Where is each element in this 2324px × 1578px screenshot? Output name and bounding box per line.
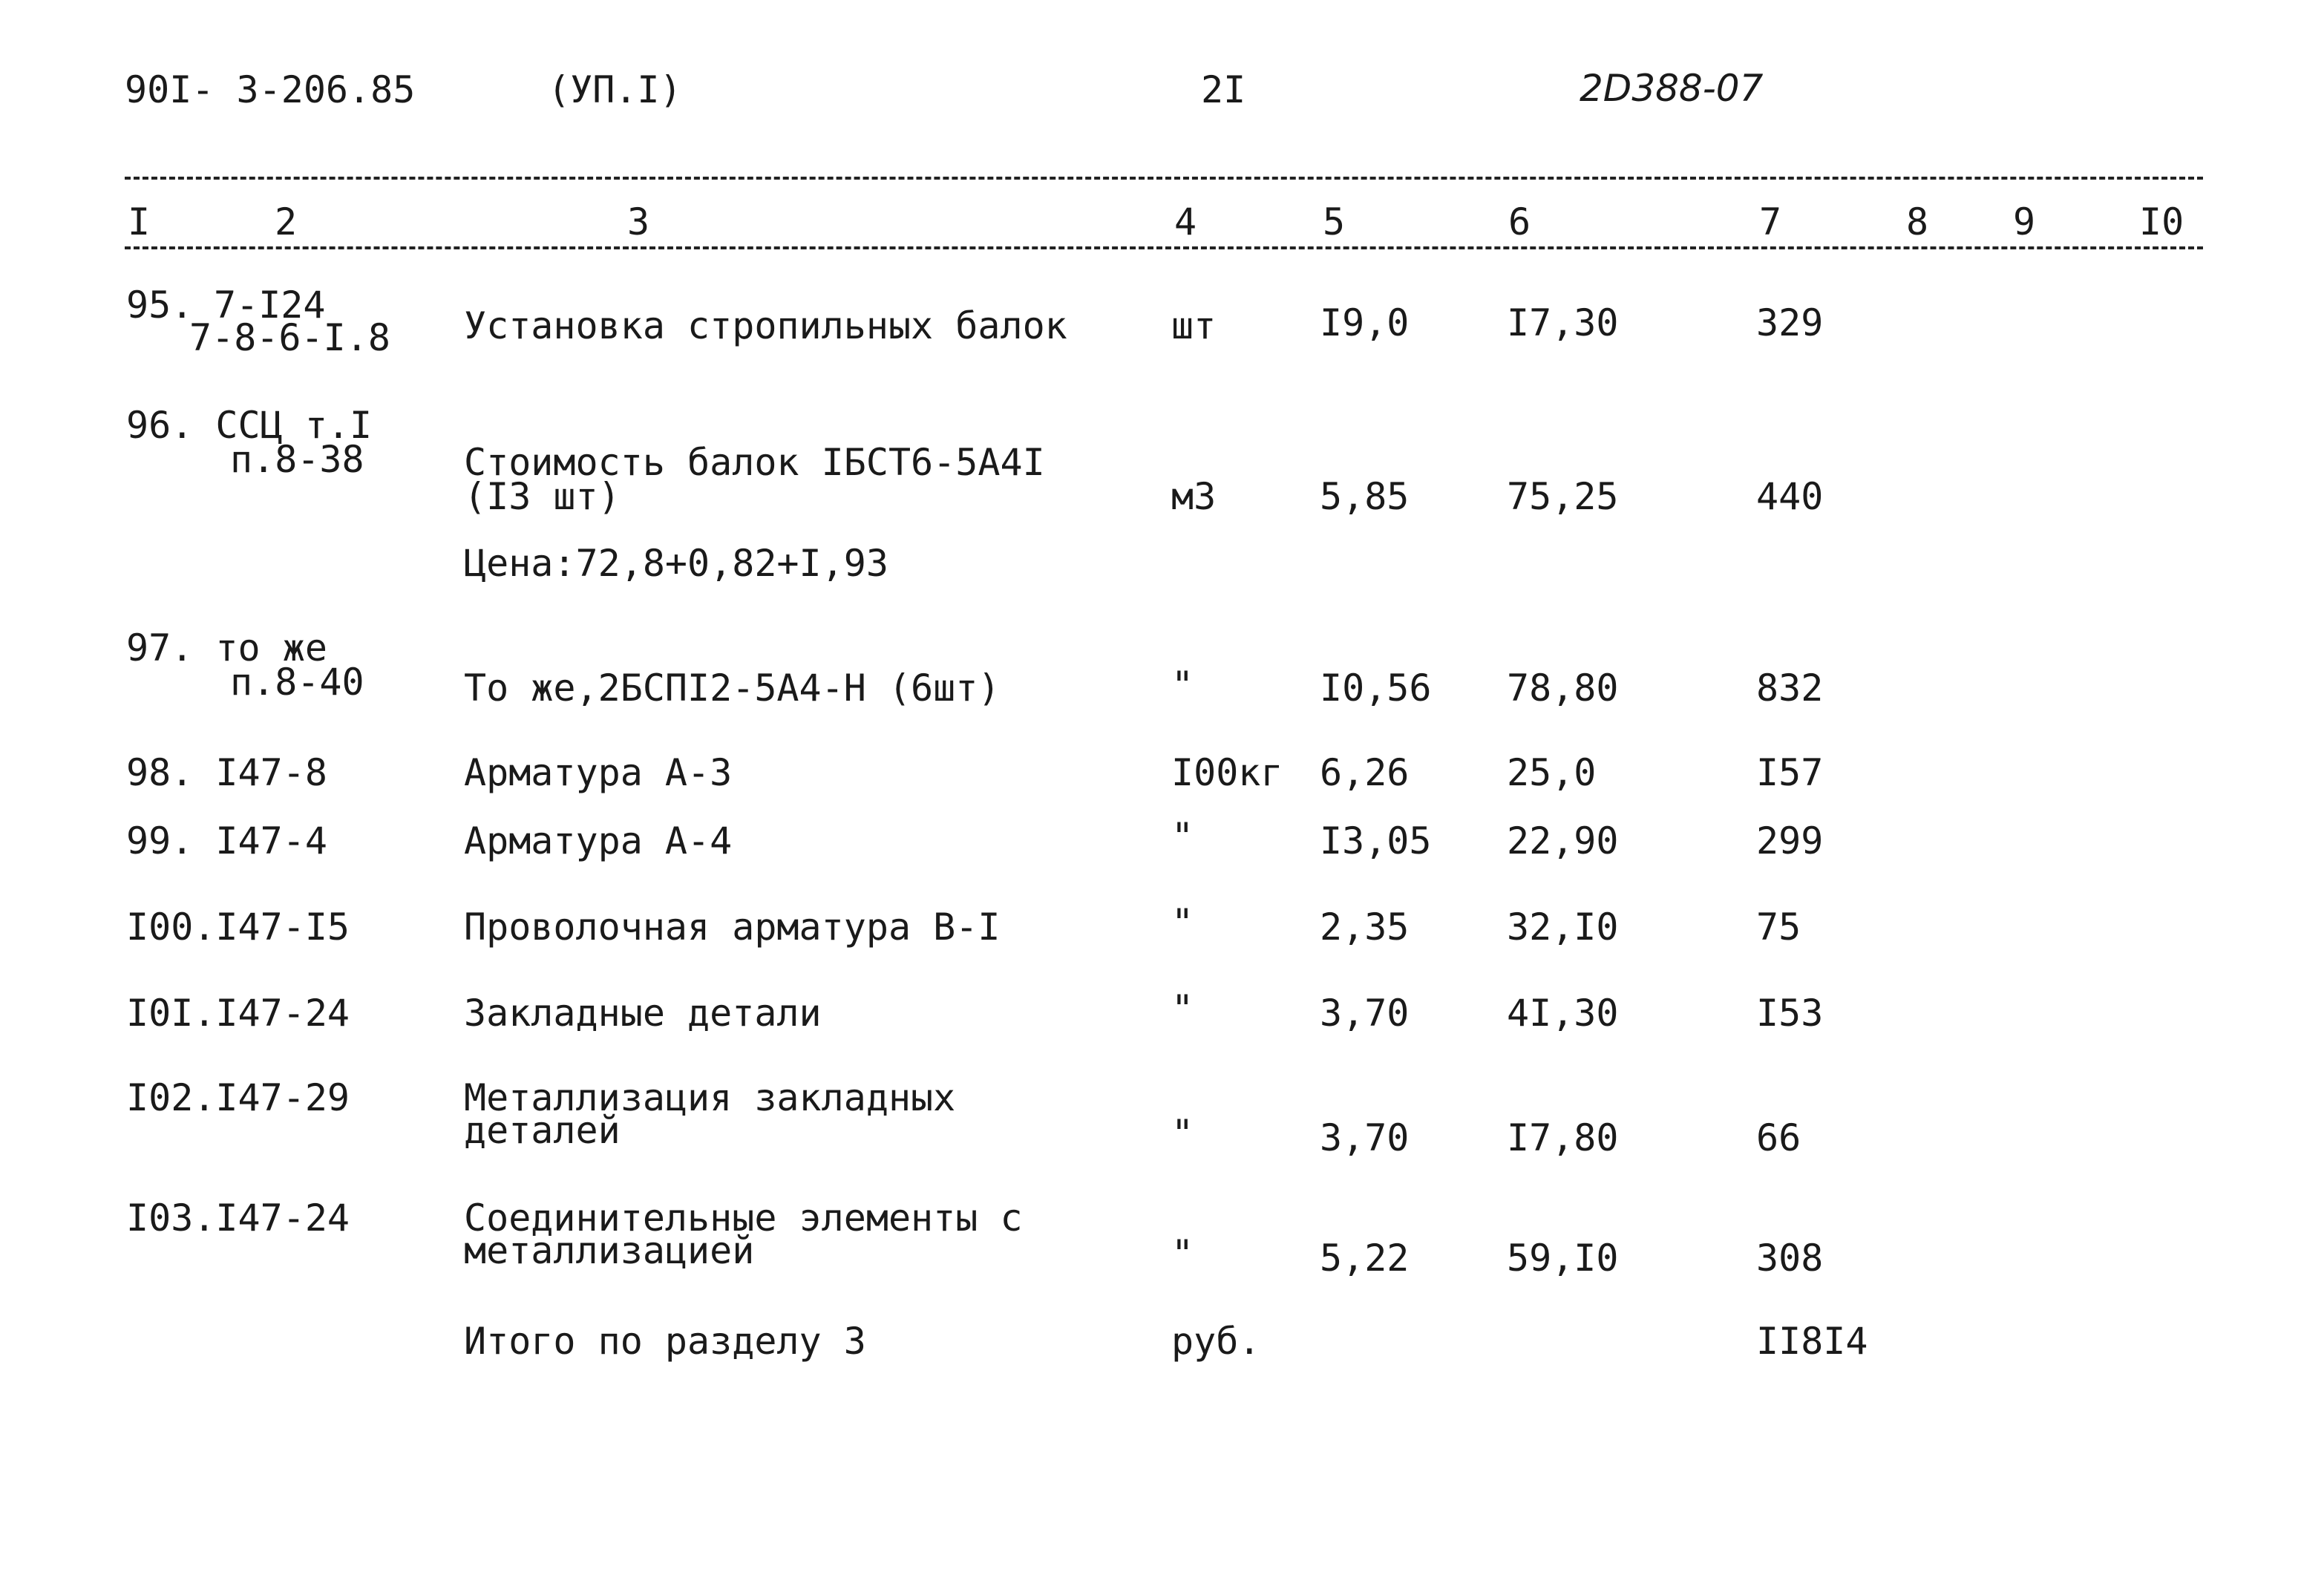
column-number-3: 3 — [627, 200, 650, 243]
unit-price: 22,90 — [1507, 819, 1619, 862]
unit: " — [1171, 901, 1194, 944]
top-dashed-rule — [125, 177, 2203, 180]
norm-code: п.8-40 — [230, 661, 364, 704]
quantity: 5,22 — [1320, 1237, 1410, 1280]
column-number-10: I0 — [2139, 200, 2184, 243]
work-name: Арматура А-4 — [464, 819, 733, 862]
unit-price: I7,30 — [1507, 301, 1619, 344]
total-cost: 329 — [1756, 301, 1824, 344]
norm-code: п.8-38 — [230, 438, 364, 481]
header-dashed-rule — [125, 246, 2203, 249]
work-name: Стоимость балок IБСТ6-5А4I — [464, 441, 1045, 484]
quantity: 3,70 — [1320, 1116, 1410, 1159]
row-number: I03.I47-24 — [126, 1196, 350, 1240]
work-name: Арматура А-3 — [464, 751, 733, 794]
work-name: Соединительные элементы с — [464, 1196, 1023, 1240]
quantity: 3,70 — [1320, 992, 1410, 1035]
section-total-label: Итого по разделу 3 — [464, 1320, 866, 1363]
total-cost: 75 — [1756, 906, 1801, 949]
unit-price: 32,I0 — [1507, 906, 1619, 949]
unit-price: 78,80 — [1507, 667, 1619, 710]
row-number: I02.I47-29 — [126, 1076, 350, 1119]
column-number-9: 9 — [2013, 200, 2036, 243]
section-label: (УП.I) — [548, 68, 682, 111]
work-name: Установка стропильных балок — [464, 304, 1067, 347]
row-number: 95. — [126, 284, 194, 327]
column-number-4: 4 — [1174, 200, 1197, 243]
work-name: Проволочная арматура В-I — [464, 906, 1001, 949]
work-name-continued: металлизацией — [464, 1229, 755, 1272]
section-total-value: II8I4 — [1756, 1320, 1868, 1363]
quantity: 5,85 — [1320, 475, 1410, 518]
work-name: Металлизация закладных — [464, 1076, 956, 1119]
row-number: 98. I47-8 — [126, 751, 327, 794]
quantity: I9,0 — [1320, 301, 1410, 344]
unit: " — [1171, 815, 1194, 858]
row-number: 97. то же — [126, 626, 327, 669]
quantity: I3,05 — [1320, 819, 1432, 862]
total-cost: 66 — [1756, 1116, 1801, 1159]
row-number: I0I.I47-24 — [126, 992, 350, 1035]
unit: м3 — [1171, 475, 1217, 518]
handwritten-stamp: 2D388-07 — [1580, 67, 1764, 110]
row-number: I00.I47-I5 — [126, 906, 350, 949]
unit-price: 4I,30 — [1507, 992, 1619, 1035]
price-note: Цена:72,8+0,82+I,93 — [464, 542, 888, 585]
column-number-8: 8 — [1906, 200, 1929, 243]
quantity: 6,26 — [1320, 751, 1410, 794]
document-code: 90I- 3-206.85 — [125, 68, 416, 111]
total-cost: I57 — [1756, 751, 1824, 794]
unit: шт — [1171, 304, 1217, 347]
unit-price: I7,80 — [1507, 1116, 1619, 1159]
row-number: 96. ССЦ т.I — [126, 404, 373, 447]
norm-code: 7-8-6-I.8 — [189, 316, 390, 359]
work-name: Закладные детали — [464, 992, 822, 1035]
column-number-1: I — [128, 200, 151, 243]
unit-price: 25,0 — [1507, 751, 1597, 794]
row-number: 99. I47-4 — [126, 819, 327, 862]
unit: " — [1171, 664, 1194, 707]
column-number-5: 5 — [1323, 200, 1346, 243]
total-cost: I53 — [1756, 992, 1824, 1035]
quantity: I0,56 — [1320, 667, 1432, 710]
total-cost: 299 — [1756, 819, 1824, 862]
quantity: 2,35 — [1320, 906, 1410, 949]
unit: " — [1171, 987, 1194, 1030]
unit: I00кг — [1171, 751, 1283, 794]
total-cost: 308 — [1756, 1237, 1824, 1280]
page-number: 2I — [1201, 68, 1246, 111]
unit-price: 75,25 — [1507, 475, 1619, 518]
work-name-continued: деталей — [464, 1109, 621, 1152]
column-number-6: 6 — [1508, 200, 1531, 243]
total-cost: 440 — [1756, 475, 1824, 518]
section-total-unit: руб. — [1171, 1320, 1261, 1363]
unit: " — [1171, 1232, 1194, 1275]
column-number-7: 7 — [1759, 200, 1782, 243]
unit-price: 59,I0 — [1507, 1237, 1619, 1280]
work-name: То же,2БСПI2-5А4-Н (6шт) — [464, 667, 1001, 710]
work-name-continued: (I3 шт) — [464, 475, 621, 518]
total-cost: 832 — [1756, 667, 1824, 710]
unit: " — [1171, 1112, 1194, 1155]
column-number-2: 2 — [275, 200, 298, 243]
norm-code: 7-I24 — [214, 284, 326, 327]
